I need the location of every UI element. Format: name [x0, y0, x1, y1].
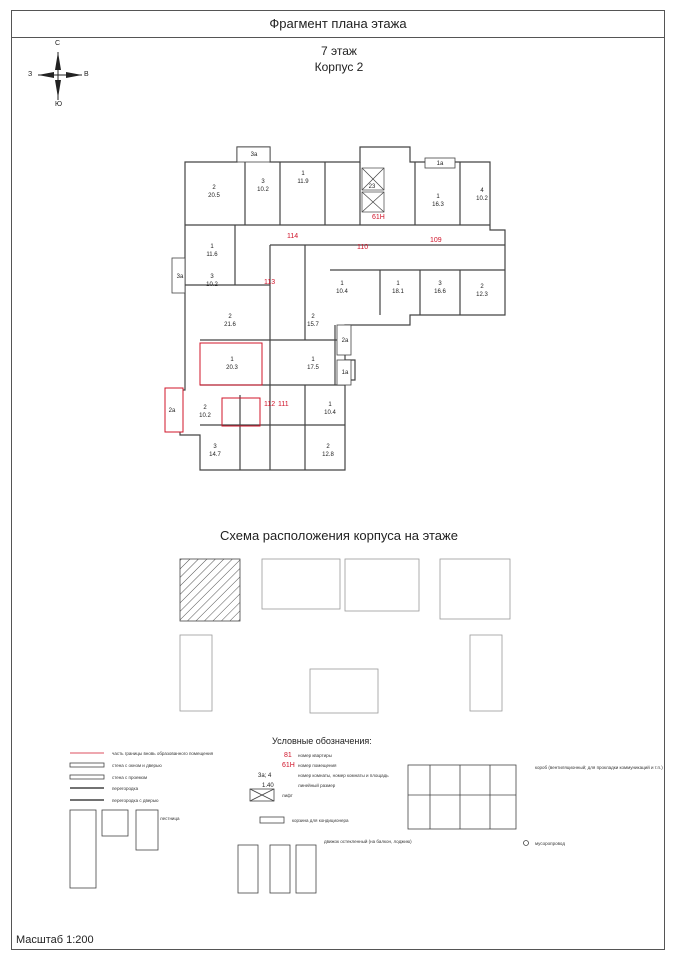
svg-text:1: 1 — [328, 402, 332, 408]
svg-text:17.5: 17.5 — [307, 365, 319, 371]
svg-text:10.2: 10.2 — [206, 282, 218, 288]
svg-text:20.5: 20.5 — [208, 193, 220, 199]
svg-text:2: 2 — [311, 314, 315, 320]
compass-north: С — [55, 40, 61, 47]
legend-sample-room: 3а; 4 — [258, 773, 272, 779]
svg-text:23: 23 — [368, 184, 376, 190]
drawing-title-text: Фрагмент плана этажа — [269, 16, 407, 31]
scheme-title: Схема расположения корпуса на этаже — [220, 528, 458, 543]
svg-text:3а: 3а — [176, 274, 184, 280]
svg-text:61Н: 61Н — [372, 214, 385, 221]
svg-text:10.2: 10.2 — [199, 413, 211, 419]
legend-middle-3: линейный размер — [298, 783, 336, 788]
svg-text:110: 110 — [357, 244, 369, 251]
svg-text:1а: 1а — [436, 161, 444, 167]
svg-text:11.6: 11.6 — [206, 252, 218, 258]
legend-middle-4: лифт — [282, 793, 293, 798]
legend-sample-dimension: 1.40 — [262, 783, 274, 789]
legend-sample-apartment: 81 — [284, 752, 292, 759]
svg-text:20.3: 20.3 — [226, 365, 238, 371]
svg-text:114: 114 — [287, 233, 299, 240]
svg-text:12.8: 12.8 — [322, 452, 334, 458]
svg-text:112: 112 — [264, 401, 276, 408]
svg-text:15.7: 15.7 — [307, 322, 319, 328]
legend-sample-premise: 61Н — [282, 762, 295, 769]
svg-text:16.3: 16.3 — [432, 202, 444, 208]
compass-south: Ю — [55, 101, 63, 108]
legend-item-5: лестница — [160, 816, 180, 821]
svg-text:18.1: 18.1 — [392, 289, 404, 295]
svg-text:1: 1 — [311, 357, 315, 363]
svg-text:10.2: 10.2 — [476, 196, 488, 202]
svg-text:2: 2 — [228, 314, 232, 320]
svg-text:2: 2 — [212, 185, 216, 191]
svg-text:2: 2 — [326, 444, 330, 450]
svg-text:2а: 2а — [168, 408, 176, 414]
legend-right-1: мусоропровод — [535, 841, 565, 846]
svg-text:10.2: 10.2 — [257, 187, 269, 193]
building-label: Корпус 2 — [314, 60, 364, 74]
site-scheme — [0, 545, 678, 745]
compass-east: В — [84, 71, 89, 78]
svg-text:1: 1 — [230, 357, 234, 363]
svg-text:3а: 3а — [250, 152, 258, 158]
svg-text:1: 1 — [301, 171, 305, 177]
legend-item-1: стена с окном и дверью — [112, 763, 162, 768]
svg-text:10.4: 10.4 — [336, 289, 348, 295]
legend-middle-0: номер квартиры — [298, 753, 332, 758]
legend-item-0: часть границы вновь образованного помещения — [112, 751, 214, 756]
svg-text:4: 4 — [480, 188, 484, 194]
svg-text:3: 3 — [438, 281, 442, 287]
legend-item-4: перегородка с дверью — [112, 798, 159, 803]
svg-text:1: 1 — [396, 281, 400, 287]
svg-text:3: 3 — [261, 179, 265, 185]
svg-text:21.6: 21.6 — [224, 322, 236, 328]
svg-text:1: 1 — [436, 194, 440, 200]
legend-right-0: короб (вентиляционный; для прокладки коммуникаций и т.п.) — [535, 765, 663, 770]
scale-label: Масштаб 1:200 — [16, 934, 94, 946]
svg-text:16.6: 16.6 — [434, 289, 446, 295]
svg-text:111: 111 — [278, 401, 289, 408]
svg-text:3: 3 — [210, 274, 214, 280]
legend-middle-2: номер комнаты, номер комнаты и площадь — [298, 773, 389, 778]
svg-text:2: 2 — [203, 405, 207, 411]
svg-text:109: 109 — [430, 237, 442, 244]
svg-text:2: 2 — [480, 284, 484, 290]
svg-text:14.7: 14.7 — [209, 452, 221, 458]
legend-item-3: перегородка — [112, 786, 139, 791]
compass-west: З — [28, 71, 33, 78]
legend-title: Условные обозначения: — [272, 736, 372, 746]
svg-text:1а: 1а — [341, 370, 349, 376]
legend-middle-6: движок остекленный (на балкон, лоджию) — [324, 839, 412, 844]
svg-text:2а: 2а — [341, 338, 349, 344]
legend-middle-1: номер помещения — [298, 763, 337, 768]
svg-text:10.4: 10.4 — [324, 410, 336, 416]
legend-middle-5: корзина для кондиционера — [292, 818, 349, 823]
svg-text:12.3: 12.3 — [476, 292, 488, 298]
svg-text:3: 3 — [213, 444, 217, 450]
legend — [0, 745, 678, 945]
floor-label: 7 этаж — [321, 44, 357, 58]
svg-text:1: 1 — [210, 244, 214, 250]
svg-text:11.9: 11.9 — [297, 179, 309, 185]
svg-text:113: 113 — [264, 279, 276, 286]
svg-text:1: 1 — [340, 281, 344, 287]
legend-item-2: стена с проемом — [112, 775, 148, 780]
